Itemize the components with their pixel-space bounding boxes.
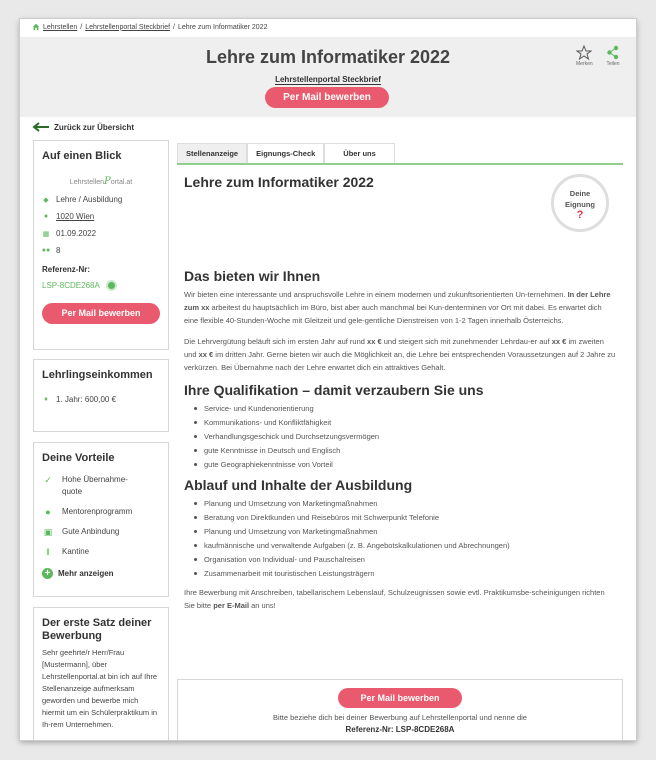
glance-title: Auf einen Blick — [42, 150, 122, 162]
calendar-icon: ▦ — [42, 230, 50, 238]
job-type: ◆ Lehre / Ausbildung — [43, 195, 123, 204]
first-sentence-title: Der erste Satz deiner Bewerbung — [42, 617, 152, 642]
list-item: gute Kenntnisse in Deutsch und Englisch — [204, 444, 616, 458]
breadcrumb-link-steckbrief[interactable]: Lehrstellenportal Steckbrief — [85, 23, 171, 31]
closing-paragraph: Ihre Bewerbung mit Anschreiben, tabellarischem Lebenslauf, Schulzeugnissen sowie evtl. Praktikumsbe-scheinigungen richten Sie bitte per E-Mail an uns! — [184, 588, 605, 610]
glance-card — [33, 140, 169, 350]
tab-eignungs-check[interactable]: Eignungs-Check — [247, 143, 324, 163]
fit-line-2: Eignung — [565, 200, 595, 209]
list-item: Planung und Umsetzung von Marketingmaßnahmen — [204, 497, 616, 511]
income-title: Lehrlingseinkommen — [42, 369, 153, 381]
bottom-apply-button[interactable]: Per Mail bewerben — [338, 688, 462, 708]
tab-bar — [177, 143, 623, 165]
location-link[interactable]: 1020 Wien — [56, 212, 95, 221]
tab-ueber-uns[interactable]: Über uns — [324, 143, 395, 163]
job-description — [184, 268, 616, 620]
advantages-card — [33, 442, 169, 597]
page-title: Lehre zum Informatiker 2022 — [205, 47, 451, 67]
apply-note: Bitte beziehe dich bei deiner Bewerbung auf Lehrstellenportal und nenne die — [273, 713, 527, 722]
income-card — [33, 359, 169, 432]
offer-paragraph-1: Wir bieten eine interessante und anspruchsvolle Lehre in einem modernen und zukunftsorientierten Un-ternehmen. In der Lehre zum xx arbeitest du hauptsächlich im Büro, bist aber auch manchmal bei Kun-denterminen vor Ort mit dabei. Es erwartet dich eine flexible 40-Stunden-Woche mit Gleitzeit und gele-gentliche Dienstreisen von 1-2 Tagen innerhalb Österreichs. — [184, 290, 611, 325]
advantage-item: ● Mentorenprogramm — [42, 506, 160, 518]
qualification-list — [184, 402, 616, 472]
income-year-1: ♦ 1. Jahr: 600,00 € — [42, 395, 160, 404]
advantage-item: ✓ Hohe Übernahme-quote — [42, 474, 160, 498]
mentor-icon: ● — [45, 507, 51, 517]
portal-logo: LehrstellenPortal.at — [69, 176, 133, 187]
handshake-icon: ✓ — [44, 475, 52, 485]
list-item: Service- und Kundenorientierung — [204, 402, 616, 416]
advantage-item: ‖ Kantine — [42, 546, 160, 558]
reference-row — [42, 280, 160, 291]
job-positions: ●● 8 — [41, 246, 61, 255]
bookmark-button[interactable] — [576, 45, 593, 67]
job-date: ▦ 01.09.2022 — [42, 229, 97, 238]
main-content — [177, 143, 623, 734]
first-sentence-text: Sehr geehrte/r Herr/Frau [Mustermann], über Lehrstellenportal.at bin ich auf Ihre Stellenanzeige aufmerksam geworden und bewerbe mich hiermit um ein Schülerpraktikum in Ih-rem Unternehmen. — [42, 648, 158, 729]
breadcrumb-separator: / — [80, 23, 83, 31]
first-sentence-card — [33, 607, 169, 740]
advantages-title: Deine Vorteile — [42, 452, 115, 464]
bookmark-label: Merken — [576, 61, 593, 67]
back-link-label: Zurück zur Übersicht — [54, 122, 135, 132]
page-header — [20, 37, 636, 117]
breadcrumb-separator: / — [173, 23, 175, 31]
arrow-left-icon — [32, 122, 50, 132]
bus-icon: ▣ — [43, 527, 53, 537]
plus-icon: + — [42, 568, 53, 579]
process-heading: Ablauf und Inhalte der Ausbildung — [184, 477, 413, 493]
list-item: Beratung von Direktkunden und Reisebüros mit Schwerpunkt Telefonie — [204, 511, 616, 525]
apply-box — [177, 679, 623, 740]
fit-badge[interactable] — [551, 174, 609, 232]
money-bag-icon: ♦ — [44, 396, 48, 403]
breadcrumb — [32, 23, 267, 31]
list-item: Verhandlungsgeschick und Durchsetzungsvermögen — [204, 430, 616, 444]
breadcrumb-link-lehrstellen[interactable]: Lehrstellen — [43, 23, 78, 31]
offer-heading: Das bieten wir Ihnen — [184, 268, 321, 284]
job-title: Lehre zum Informatiker 2022 — [184, 174, 374, 190]
star-icon — [576, 45, 592, 60]
tab-stellenanzeige[interactable]: Stellenanzeige — [177, 143, 247, 163]
browser-page — [20, 19, 636, 740]
sidebar-apply-button[interactable]: Per Mail bewerben — [42, 303, 160, 324]
list-item: kaufmännische und verwaltende Aufgaben (z. B. Angebotskalkulationen und Abrechnungen) — [204, 539, 616, 553]
list-item: Zusammenarbeit mit touristischen Leistungsträgern — [204, 567, 616, 581]
page-subtitle[interactable]: Lehrstellenportal Steckbrief — [275, 75, 381, 84]
back-link[interactable] — [32, 122, 134, 132]
show-more-button[interactable]: + Mehr anzeigen — [42, 568, 160, 579]
advantage-item: ▣ Gute Anbindung — [43, 527, 120, 537]
share-label: Teilen — [606, 61, 620, 67]
apply-reference: Referenz-Nr: LSP-8CDE268A — [345, 725, 455, 734]
location-pin-icon: ● — [43, 213, 49, 220]
cutlery-icon: ‖ — [46, 547, 50, 557]
reference-value: LSP-8CDE268A — [42, 281, 100, 290]
list-item: Planung und Umsetzung von Marketingmaßnahmen — [204, 525, 616, 539]
breadcrumb-current: Lehre zum Informatiker 2022 — [177, 23, 268, 31]
list-item: Kommunikations- und Konfliktfähigkeit — [204, 416, 616, 430]
offer-paragraph-2: Die Lehrvergütung beläuft sich im ersten Jahr auf rund xx € und steigert sich mit zunehmender Lehrdau-er auf xx € im zweiten und xx € im dritten Jahr. Gerne bieten wir auch die Möglichkeit an, die Lehre bei entsprechenden Voraussetzungen auf 2 Jahre zu verkürzen. Bei Übernahme nach der Lehre erwartet dich ein attraktives Gehalt. — [184, 337, 616, 372]
share-button[interactable] — [606, 45, 620, 67]
reference-info-icon[interactable] — [106, 280, 117, 291]
qualification-heading: Ihre Qualifikation – damit verzaubern Sie uns — [184, 382, 484, 398]
fit-question-mark: ? — [576, 209, 584, 221]
home-icon[interactable] — [32, 23, 40, 31]
list-item: gute Geographiekenntnisse von Vorteil — [204, 458, 616, 472]
share-icon — [606, 45, 620, 60]
process-list — [184, 497, 616, 581]
header-apply-button[interactable]: Per Mail bewerben — [265, 87, 389, 108]
job-location — [42, 212, 160, 221]
fit-line-1: Deine — [569, 189, 591, 198]
tag-icon: ◆ — [43, 196, 49, 204]
people-icon: ●● — [41, 247, 51, 254]
list-item: Organisation von Individual- und Pauschalreisen — [204, 553, 616, 567]
reference-label: Referenz-Nr: — [42, 265, 91, 274]
